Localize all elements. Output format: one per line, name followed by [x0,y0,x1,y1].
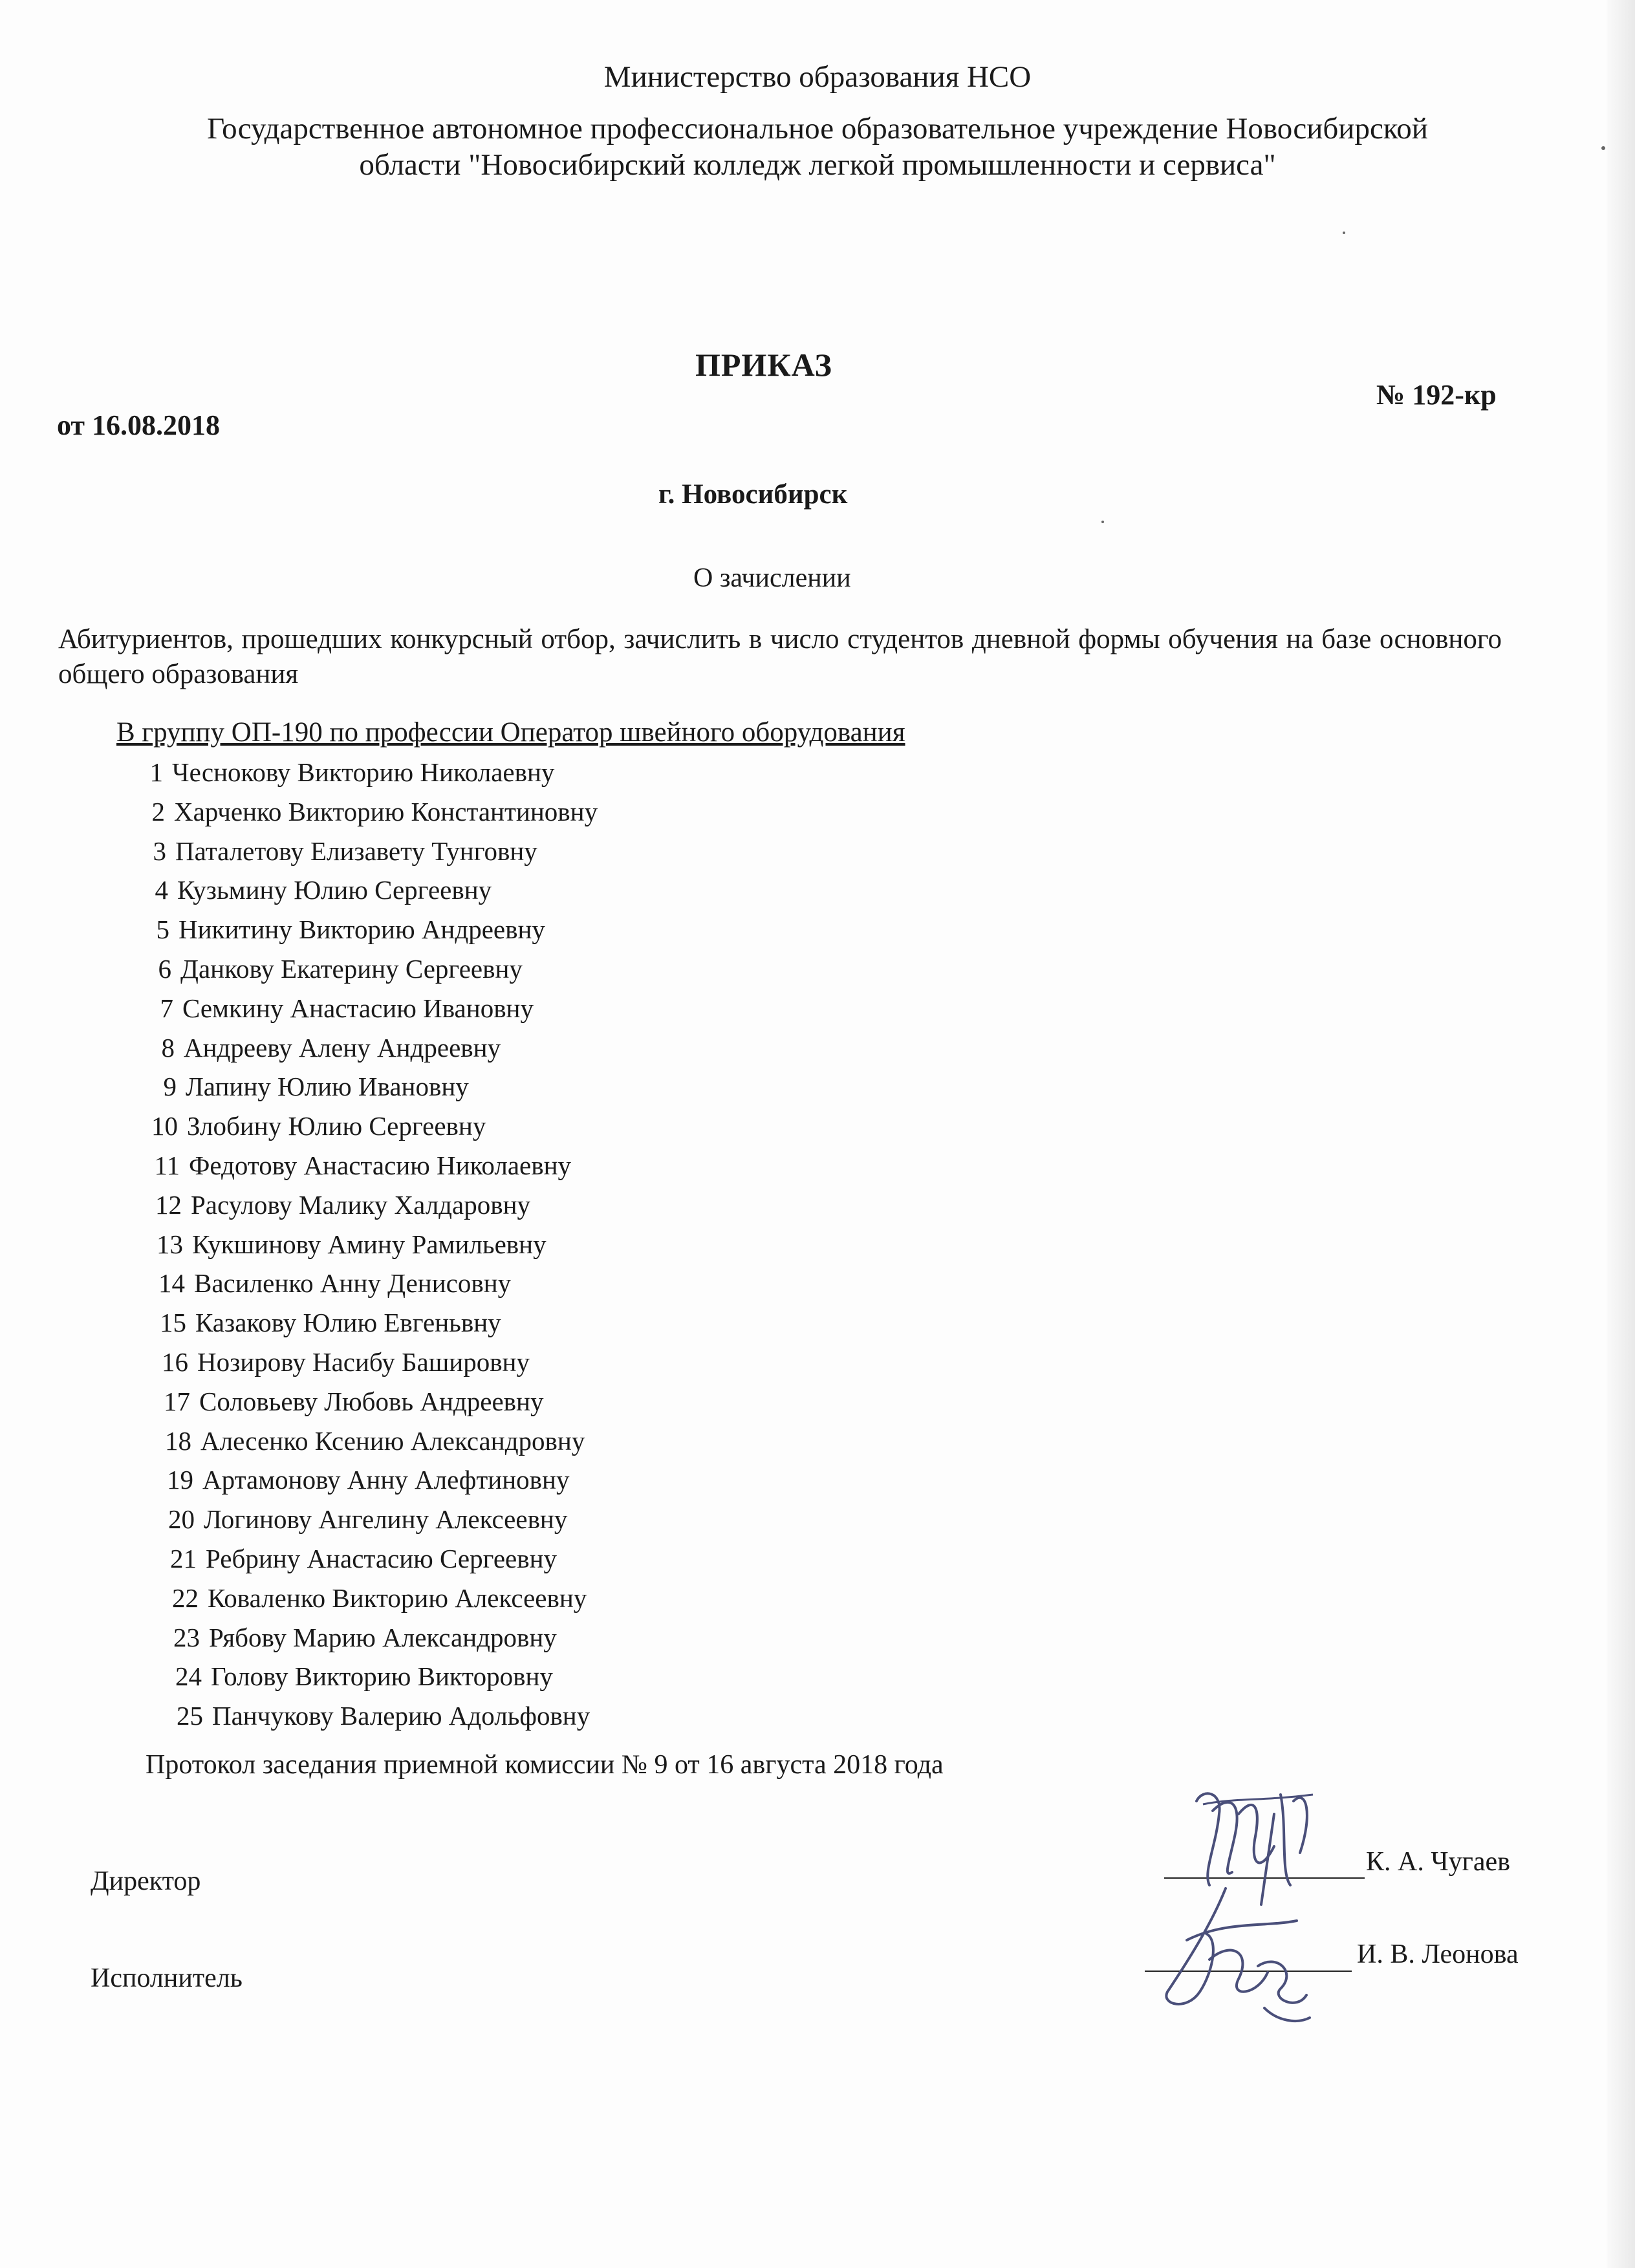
student-name: Харченко Викторию Константиновну [174,797,598,826]
group-heading: В группу ОП-190 по профессии Оператор швейного оборудования [116,717,905,748]
student-name: Данкову Екатерину Сергеевну [180,954,523,984]
scan-speck [1343,232,1345,234]
student-list-item [127,836,537,867]
student-name: Коваленко Викторию Алексеевну [208,1583,587,1613]
student-list-item [126,796,598,827]
student-number: 25 [177,1701,203,1731]
scan-speck [1601,146,1605,150]
student-name: Алесенко Ксению Александровну [200,1426,585,1456]
student-number: 22 [172,1583,199,1613]
student-name: Расулову Малику Халдаровну [191,1190,531,1220]
student-number: 11 [154,1150,180,1180]
student-name: Андрееву Алену Андреевну [184,1033,501,1063]
student-name: Никитину Викторию Андреевну [179,914,545,944]
student-name: Ребрину Анастасию Сергеевну [206,1544,558,1573]
director-name: К. А. Чугаев [1366,1847,1510,1877]
student-name: Злобину Юлию Сергеевну [187,1111,486,1141]
student-list-item [131,914,545,945]
student-name: Рябову Марию Александровну [209,1623,557,1652]
student-number: 7 [160,993,173,1023]
student-number: 24 [175,1661,202,1691]
student-number: 15 [160,1308,186,1337]
student-list-item [151,1386,543,1417]
student-list-item [155,1464,569,1495]
student-list-item [139,1110,486,1141]
student-list-item [163,1661,553,1692]
student-number: 10 [151,1111,178,1141]
student-list-item [144,1229,547,1260]
student-number: 17 [164,1387,190,1416]
protocol-reference: Протокол заседания приемной комиссии № 9 от 16 августа 2018 года [146,1750,944,1780]
student-name: Семкину Анастасию Ивановну [182,993,534,1023]
student-number: 12 [155,1190,182,1220]
student-number: 18 [165,1426,191,1456]
student-number: 4 [155,875,168,905]
student-name: Голову Викторию Викторовну [211,1661,553,1691]
student-number: 2 [151,797,165,826]
student-list-item [141,1150,571,1181]
order-city: г. Новосибирск [658,479,848,510]
order-subject: О зачислении [693,563,851,593]
student-list-item [136,1032,501,1063]
ministry-name: Министерство образования НСО [603,60,1032,94]
scan-edge-shadow [1607,0,1635,2268]
director-role: Директор [91,1866,201,1896]
student-number: 1 [149,757,163,787]
student-number: 21 [170,1544,197,1573]
student-number: 9 [163,1072,177,1101]
student-number: 13 [157,1229,183,1259]
student-list-item [149,1346,530,1377]
student-list-item [147,1307,501,1338]
order-body-text: Абитуриентов, прошедших конкурсный отбор, зачислить в число студентов дневной формы обучения на базе основного общего образования [58,624,1502,689]
student-number: 23 [173,1623,200,1652]
student-name: Нозирову Насибу Башировну [197,1347,530,1377]
student-number: 6 [158,954,171,984]
student-list-item [153,1425,585,1456]
student-list-item [138,1071,469,1102]
executor-signature [1148,1882,1316,2037]
student-list-item [135,993,534,1024]
student-number: 3 [153,836,166,866]
order-title: ПРИКАЗ [695,347,832,383]
student-name: Соловьеву Любовь Андреевну [199,1387,544,1416]
student-name: Чеснокову Викторию Николаевну [172,757,555,787]
student-name: Василенко Анну Денисовну [194,1268,512,1298]
student-list-item [160,1582,587,1614]
student-name: Федотову Анастасию Николаевну [189,1150,572,1180]
student-name: Артамонову Анну Алефтиновну [202,1465,570,1495]
student-list-item [133,953,523,984]
student-list-item [164,1700,590,1731]
scan-speck [1101,521,1104,523]
student-number: 5 [156,914,169,944]
organization-name-line2: области "Новосибирский колледж легкой промышленности и сервиса" [359,148,1276,182]
student-list-item [161,1622,557,1653]
student-name: Кукшинову Амину Рамильевну [192,1229,547,1259]
student-number: 14 [158,1268,185,1298]
executor-role: Исполнитель [91,1963,243,1993]
student-name: Лапину Юлию Ивановну [186,1072,469,1101]
organization-name-line1: Государственное автономное профессиональное образовательное учреждение Новосибирской [207,112,1428,146]
student-list-item [156,1504,567,1535]
student-list-item [158,1543,557,1574]
student-name: Логинову Ангелину Алексеевну [204,1504,568,1534]
student-list-item [143,1189,530,1220]
student-list-item [129,874,492,905]
student-name: Кузьмину Юлию Сергеевну [177,875,492,905]
student-name: Паталетову Елизавету Тунговну [175,836,537,866]
student-name: Панчукову Валерию Адольфовну [212,1701,590,1731]
executor-name: И. В. Леонова [1357,1939,1519,1969]
student-name: Казакову Юлию Евгеньвну [195,1308,501,1337]
student-number: 20 [168,1504,195,1534]
order-number: № 192-кр [1376,379,1497,411]
student-list-item [146,1268,511,1299]
student-number: 16 [162,1347,188,1377]
student-number: 19 [167,1465,193,1495]
student-list-item [124,757,554,788]
order-date: от 16.08.2018 [57,409,221,441]
student-number: 8 [161,1033,175,1063]
